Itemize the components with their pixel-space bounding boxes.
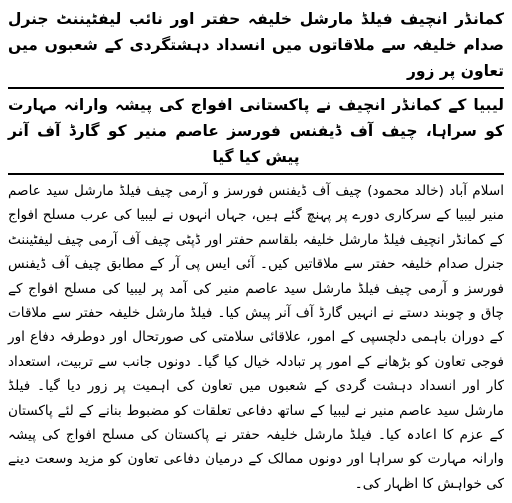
article-subheadline: لیبیا کے کمانڈر انچیف نے پاکستانی افواج کی پیشہ وارانہ مہارت کو سراہا، چیف آف ڈیفنس فورسز عاصم منیر کو گارڈ آف آنر پیش کیا گیا bbox=[8, 96, 504, 166]
subheadline-divider bbox=[8, 173, 504, 175]
article-headline: کمانڈر انچیف فیلڈ مارشل خلیفہ حفتر اور نائب لیفٹیننٹ جنرل صدام خلیفہ سے ملاقاتوں میں انسداد دہشتگردی کے شعبوں میں تعاون پر زور bbox=[8, 10, 504, 80]
headline-divider bbox=[8, 87, 504, 89]
article-body: اسلام آباد (خالد محمود) چیف آف ڈیفنس فورسز و آرمی چیف فیلڈ مارشل سید عاصم منیر لیبیا کے سرکاری دورے پر پہنچ گئے ہیں، جہاں انہوں نے لیبیا کی عرب مسلح افواج کے کمانڈر انچیف فیلڈ مارشل خلیفہ بلقاسم حفتر اور ڈپٹی چیف آف آرمی چیف لیفٹیننٹ جنرل صدام خلیفہ حفتر سے ملاقاتیں کیں۔ آئی ایس پی آر کے مطابق چیف آف ڈیفنس فورسز و آرمی چیف فیلڈ مارشل سید عاصم منیر کی آمد پر لیبیا کی مسلح افواج کے چاق و چوبند دستے نے انہیں گارڈ آف آنر پیش کیا۔ فیلڈ مارشل خلیفہ حفتر سے ملاقات کے دوران باہمی دلچسپی کے امور، علاقائی سلامتی کی صورتحال اور دوطرفہ دفاع اور فوجی تعاون کو بڑھانے کے امور پر تبادلہ خیال کیا گیا۔ دونوں جانب سے تربیت، استعداد کار اور انسداد دہشت گردی کے شعبوں میں تعاون کی اہمیت پر زور دیا گیا۔ فیلڈ مارشل سید عاصم منیر نے لیبیا کے ساتھ دفاعی تعلقات کو مضبوط بنانے کے لئے پاکستان کے عزم کا اعادہ کیا۔ فیلڈ مارشل خلیفہ حفتر نے پاکستان کی مسلح افواج کی پیشہ وارانہ مہارت کو سراہا اور دونوں ممالک کے درمیان دفاعی تعاون کو مزید وسعت دینے کی خواہش کا اظہار کی۔ bbox=[8, 183, 504, 492]
